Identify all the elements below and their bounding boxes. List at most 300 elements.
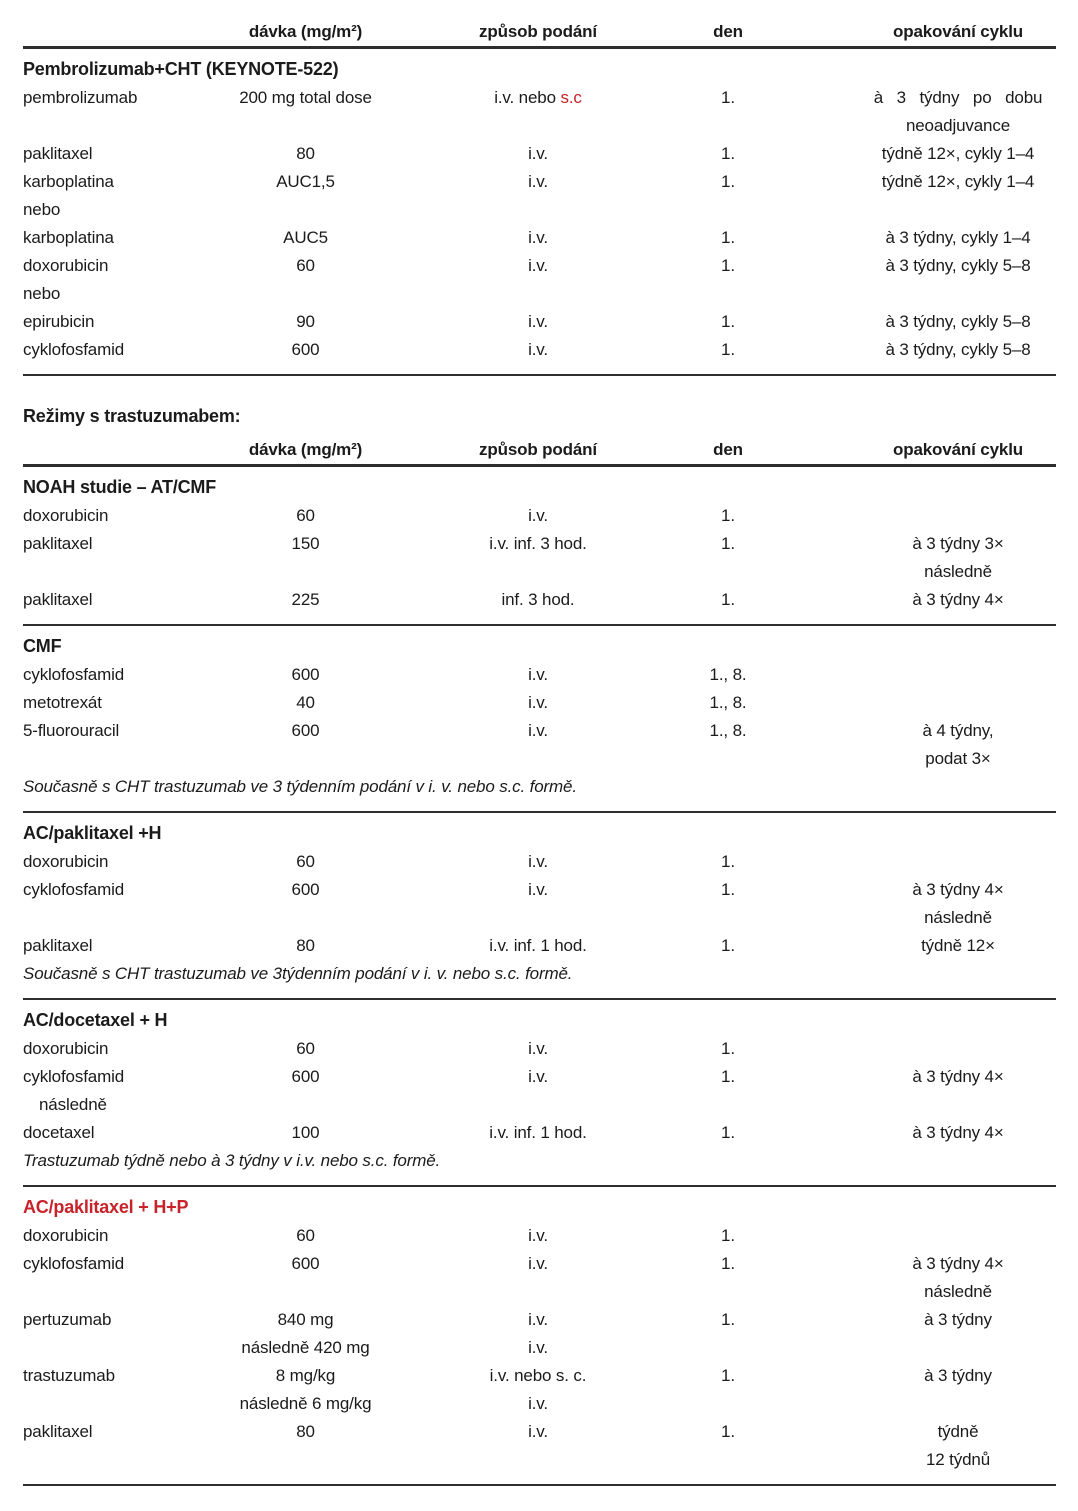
day-value (673, 717, 783, 745)
dose-value (208, 1418, 403, 1446)
section-title: AC/docetaxel + H (23, 1010, 168, 1030)
drug-name (23, 308, 208, 336)
dose-value (208, 224, 403, 252)
regimen-section (23, 467, 1056, 626)
cycle-repeat-value (783, 932, 1056, 960)
cycle-repeat-value (783, 252, 1056, 280)
route-value (403, 502, 673, 530)
route-value (403, 308, 673, 336)
route-value (403, 1119, 673, 1147)
drug-name-line: docetaxel (23, 1123, 95, 1142)
day-value (673, 689, 783, 717)
route-value (403, 224, 673, 252)
drug-name-line: trastuzumab (23, 1366, 115, 1385)
cycle-repeat-value (783, 1418, 1056, 1474)
drug-name-line: pembrolizumab (23, 88, 138, 107)
drug-name (23, 1418, 208, 1446)
day-value (673, 530, 783, 558)
day-value-line: 1. (721, 534, 735, 553)
column-header: opakování cyklu (892, 440, 1024, 459)
drug-name (23, 661, 208, 689)
route-value-line: i.v. (528, 1394, 548, 1413)
route-value-line: i.v. (528, 256, 548, 275)
dose-value-line: 200 mg total dose (239, 88, 372, 107)
drug-row (23, 140, 1056, 168)
regimen-section (23, 49, 1056, 376)
drug-name-line: nebo (23, 200, 61, 219)
cycle-repeat-value-line: à 4 týdny, (922, 721, 994, 740)
route-value-line: i.v. inf. 1 hod. (489, 1123, 587, 1142)
day-value-line: 1. (721, 88, 735, 107)
day-value-line: 1., 8. (709, 721, 747, 740)
route-value-line: i.v. (528, 693, 548, 712)
drug-name-line: karboplatina (23, 228, 114, 247)
route-value (403, 84, 673, 112)
drug-row (23, 1091, 1056, 1119)
drug-name-line: doxorubicin (23, 506, 109, 525)
cycle-repeat-value-line: à 3 týdny 3× (912, 534, 1004, 553)
route-value (403, 140, 673, 168)
dose-value-line: AUC1,5 (276, 172, 335, 191)
drug-name (23, 932, 208, 960)
drug-name-line: karboplatina (23, 172, 114, 191)
day-value-line: 1. (721, 1422, 735, 1441)
day-value (673, 932, 783, 960)
drug-name-line: paklitaxel (23, 1422, 93, 1441)
drug-name (23, 1222, 208, 1250)
drug-row (23, 1063, 1056, 1091)
drug-name (23, 848, 208, 876)
day-value-line: 1. (721, 228, 735, 247)
day-value (673, 1250, 783, 1278)
dose-value-line: 100 (291, 1123, 320, 1142)
cycle-repeat-value-line: 12 týdnů (925, 1450, 991, 1469)
dose-value-line: 60 (296, 506, 315, 525)
route-value-line: i.v. nebo s. c. (489, 1366, 587, 1385)
route-value-line: i.v. (528, 1310, 548, 1329)
cycle-repeat-value-line: týdně (937, 1422, 979, 1441)
cycle-repeat-value-line: à 3 týdny, cykly 5–8 (885, 340, 1031, 359)
dose-value (208, 1035, 403, 1063)
column-header: dávka (mg/m²) (248, 440, 363, 459)
cycle-repeat-value (783, 1119, 1056, 1147)
cycle-repeat-value-line: týdně 12×, cykly 1–4 (881, 144, 1035, 163)
day-value-line: 1. (721, 590, 735, 609)
drug-name (23, 1306, 208, 1334)
column-header: den (713, 440, 743, 459)
day-value-line: 1. (721, 1254, 735, 1273)
dose-value (208, 932, 403, 960)
cycle-repeat-value-line: à 3 týdny, cykly 1–4 (885, 228, 1031, 247)
cycle-repeat-value (783, 530, 1056, 586)
drug-name (23, 586, 208, 614)
cycle-repeat-value-line: následně (924, 908, 992, 927)
route-value (403, 336, 673, 364)
drug-name (23, 717, 208, 745)
day-value (673, 586, 783, 614)
column-header: opakování cyklu (892, 22, 1024, 41)
drug-name-line: pertuzumab (23, 1310, 112, 1329)
cycle-repeat-value (783, 308, 1056, 336)
day-value-line: 1. (721, 256, 735, 275)
cycle-repeat-value (783, 1063, 1056, 1091)
cycle-repeat-value (783, 876, 1056, 932)
drug-row (23, 336, 1056, 364)
dose-value-line: 80 (296, 144, 315, 163)
column-header (23, 436, 208, 464)
route-value (403, 1306, 673, 1362)
cycle-repeat-value-line: týdně 12× (921, 936, 995, 955)
drug-name (23, 140, 208, 168)
dose-value-line: 80 (296, 936, 315, 955)
drug-row (23, 168, 1056, 196)
route-value-line: i.v. (528, 340, 548, 359)
drug-row (23, 717, 1056, 773)
dose-value (208, 876, 403, 904)
day-value (673, 252, 783, 280)
route-value (403, 848, 673, 876)
route-value-line: i.v. (528, 228, 548, 247)
route-value-line: i.v. (528, 1254, 548, 1273)
cycle-repeat-value-line: à 3 týdny (924, 1310, 992, 1329)
cycle-repeat-value (783, 717, 1056, 773)
day-value (673, 1306, 783, 1334)
drug-name (23, 252, 208, 280)
drug-name-line: doxorubicin (23, 852, 109, 871)
drug-row (23, 252, 1056, 280)
column-header: způsob podání (479, 22, 597, 41)
day-value (673, 140, 783, 168)
dose-value-line: následně 6 mg/kg (239, 1394, 372, 1413)
route-value (403, 1063, 673, 1091)
drug-name-line: 5-fluorouracil (23, 721, 120, 740)
drug-name (23, 84, 208, 112)
column-header: způsob podání (479, 440, 597, 459)
cycle-repeat-value-line: à 3 týdny po dobu (873, 88, 1043, 107)
drug-name-line: cyklofosfamid (23, 665, 125, 684)
drug-row (23, 502, 1056, 530)
cycle-repeat-value-line: neoadjuvance (905, 116, 1011, 135)
day-value (673, 1222, 783, 1250)
drug-row (23, 1222, 1056, 1250)
regimen-section (23, 626, 1056, 813)
dose-value-line: 60 (296, 1039, 315, 1058)
drug-name-line: cyklofosfamid (23, 340, 125, 359)
dose-value-line: 840 mg (277, 1310, 334, 1329)
day-value-line: 1., 8. (709, 693, 747, 712)
dose-value (208, 1119, 403, 1147)
day-value-line: 1. (721, 144, 735, 163)
dose-value (208, 308, 403, 336)
drug-row (23, 1119, 1056, 1147)
dose-value-line: 80 (296, 1422, 315, 1441)
drug-name (23, 1250, 208, 1278)
drug-name-line: paklitaxel (23, 144, 93, 163)
drug-name (23, 530, 208, 558)
day-value-line: 1. (721, 852, 735, 871)
dose-value-line: 8 mg/kg (275, 1366, 336, 1385)
drug-row (23, 1362, 1056, 1418)
dose-value-line: 40 (296, 693, 315, 712)
drug-name-line: nebo (23, 284, 61, 303)
route-value (403, 689, 673, 717)
day-value-line: 1. (721, 172, 735, 191)
day-value (673, 84, 783, 112)
drug-name-line: následně (39, 1095, 107, 1114)
route-value-line: i.v. (528, 665, 548, 684)
dose-value (208, 689, 403, 717)
table-header-row (23, 436, 1056, 467)
cycle-repeat-value-line: podat 3× (925, 749, 991, 768)
drug-name (23, 1119, 208, 1147)
day-value (673, 224, 783, 252)
drug-name-line: paklitaxel (23, 534, 93, 553)
dose-value-line: AUC5 (283, 228, 328, 247)
dose-value (208, 661, 403, 689)
dose-value (208, 502, 403, 530)
cycle-repeat-value-line: à 3 týdny 4× (912, 590, 1004, 609)
drug-name-line: paklitaxel (23, 936, 93, 955)
cycle-repeat-value-line: à 3 týdny 4× (912, 880, 1004, 899)
cycle-repeat-value-line: à 3 týdny, cykly 5–8 (885, 256, 1031, 275)
drug-name (23, 280, 208, 308)
route-value-line: i.v. (528, 172, 548, 191)
day-value (673, 502, 783, 530)
cycle-repeat-value (783, 1250, 1056, 1306)
cycle-repeat-value-line: à 3 týdny, cykly 5–8 (885, 312, 1031, 331)
section-title: NOAH studie – AT/CMF (23, 477, 216, 497)
drug-name-line: metotrexát (23, 693, 102, 712)
dose-value (208, 1222, 403, 1250)
route-value (403, 717, 673, 745)
day-value (673, 1063, 783, 1091)
day-value-line: 1. (721, 1123, 735, 1142)
section-note: Trastuzumab týdně nebo à 3 týdny v i.v. nebo s.c. formě. (23, 1151, 441, 1170)
dose-value (208, 336, 403, 364)
route-value (403, 586, 673, 614)
dose-value-line: 600 (291, 665, 320, 684)
route-value-line: inf. 3 hod. (501, 590, 575, 609)
section-title: AC/paklitaxel +H (23, 823, 162, 843)
drug-row (23, 308, 1056, 336)
dose-value-line: 225 (291, 590, 320, 609)
regimen-section (23, 813, 1056, 1000)
day-value (673, 876, 783, 904)
route-value (403, 1418, 673, 1446)
column-header: dávka (mg/m²) (248, 22, 363, 41)
cycle-repeat-value-line: à 3 týdny 4× (912, 1123, 1004, 1142)
day-value-line: 1. (721, 340, 735, 359)
drug-row (23, 84, 1056, 140)
day-value (673, 168, 783, 196)
route-value (403, 1222, 673, 1250)
dose-value-line: 60 (296, 256, 315, 275)
drug-name (23, 1063, 208, 1091)
dose-value (208, 848, 403, 876)
section-note: Současně s CHT trastuzumab ve 3 týdenním podání v i. v. nebo s.c. formě. (23, 777, 577, 796)
drug-row (23, 280, 1056, 308)
drug-name (23, 876, 208, 904)
cycle-repeat-value (783, 84, 1056, 140)
drug-name (23, 336, 208, 364)
dose-value-line: 600 (291, 721, 320, 740)
drug-row (23, 224, 1056, 252)
drug-row (23, 530, 1056, 586)
drug-row (23, 1306, 1056, 1362)
drug-row (23, 848, 1056, 876)
route-value-line: i.v. inf. 3 hod. (489, 534, 587, 553)
cycle-repeat-value (783, 1306, 1056, 1334)
dose-value (208, 84, 403, 112)
dose-value (208, 168, 403, 196)
day-value (673, 1035, 783, 1063)
drug-row (23, 661, 1056, 689)
dose-value (208, 586, 403, 614)
route-value-line: i.v. inf. 1 hod. (489, 936, 587, 955)
day-value-line: 1. (721, 1226, 735, 1245)
cycle-repeat-value (783, 168, 1056, 196)
day-value (673, 1362, 783, 1390)
route-value-line: i.v. (528, 852, 548, 871)
section-note: Současně s CHT trastuzumab ve 3týdenním podání v i. v. nebo s.c. formě. (23, 964, 573, 983)
drug-name-line: doxorubicin (23, 256, 109, 275)
dose-value-line: 600 (291, 880, 320, 899)
dose-value (208, 140, 403, 168)
drug-name (23, 689, 208, 717)
regimen-section (23, 1000, 1056, 1187)
section-title: Pembrolizumab+CHT (KEYNOTE-522) (23, 59, 339, 79)
subcutaneous-highlight: s.c (560, 88, 582, 107)
drug-name-line: epirubicin (23, 312, 95, 331)
drug-row (23, 1418, 1056, 1474)
drug-name (23, 1035, 208, 1063)
cycle-repeat-value (783, 1362, 1056, 1390)
day-value (673, 1119, 783, 1147)
day-value (673, 848, 783, 876)
drug-row (23, 1250, 1056, 1306)
column-header: den (713, 22, 743, 41)
drug-name-line: paklitaxel (23, 590, 93, 609)
route-value (403, 932, 673, 960)
drug-row (23, 689, 1056, 717)
drug-name (23, 502, 208, 530)
route-value (403, 168, 673, 196)
section-title: CMF (23, 636, 62, 656)
drug-name (23, 1091, 208, 1119)
dose-value-line: 150 (291, 534, 320, 553)
dose-value-line: 600 (291, 1254, 320, 1273)
dose-value-line: 600 (291, 1067, 320, 1086)
drug-name-line: cyklofosfamid (23, 1067, 125, 1086)
route-value (403, 876, 673, 904)
cycle-repeat-value (783, 224, 1056, 252)
dose-value-line: následně 420 mg (241, 1338, 370, 1357)
dose-value-line: 60 (296, 1226, 315, 1245)
route-value-line: i.v. (528, 880, 548, 899)
day-value-line: 1., 8. (709, 665, 747, 684)
dose-value-line: 600 (291, 340, 320, 359)
cycle-repeat-value-line: à 3 týdny 4× (912, 1254, 1004, 1273)
day-value-line: 1. (721, 1067, 735, 1086)
route-value-line: i.v. (528, 1422, 548, 1441)
day-value (673, 308, 783, 336)
drug-name-line: cyklofosfamid (23, 880, 125, 899)
cycle-repeat-value (783, 586, 1056, 614)
dose-value (208, 1250, 403, 1278)
drug-row (23, 586, 1056, 614)
drug-name (23, 168, 208, 196)
regimen-section (23, 1187, 1056, 1486)
day-value-line: 1. (721, 1039, 735, 1058)
route-value (403, 252, 673, 280)
day-value-line: 1. (721, 880, 735, 899)
dose-value (208, 252, 403, 280)
route-value (403, 530, 673, 558)
group-title: Režimy s trastuzumabem: (23, 406, 241, 426)
route-value-line: i.v. (528, 144, 548, 163)
day-value (673, 661, 783, 689)
drug-name (23, 1362, 208, 1390)
route-value-line: i.v. (528, 721, 548, 740)
route-value-line: i.v. (528, 1039, 548, 1058)
drug-row (23, 932, 1056, 960)
drug-name (23, 224, 208, 252)
dose-value (208, 1362, 403, 1418)
day-value-line: 1. (721, 506, 735, 525)
day-value (673, 1418, 783, 1446)
column-header (23, 18, 208, 46)
dose-value (208, 717, 403, 745)
drug-row (23, 876, 1056, 932)
day-value-line: 1. (721, 936, 735, 955)
route-value (403, 1250, 673, 1278)
drug-name-line: doxorubicin (23, 1039, 109, 1058)
dose-value (208, 1306, 403, 1362)
cycle-repeat-value-line: à 3 týdny 4× (912, 1067, 1004, 1086)
route-value-line: i.v. (528, 1338, 548, 1357)
cycle-repeat-value-line: následně (924, 1282, 992, 1301)
drug-row (23, 196, 1056, 224)
drug-name (23, 196, 208, 224)
route-value (403, 1035, 673, 1063)
dose-value-line: 90 (296, 312, 315, 331)
cycle-repeat-value-line: následně (924, 562, 992, 581)
drug-name-line: doxorubicin (23, 1226, 109, 1245)
drug-name-line: cyklofosfamid (23, 1254, 125, 1273)
dose-value-line: 60 (296, 852, 315, 871)
day-value-line: 1. (721, 1366, 735, 1385)
regimen-tables (23, 18, 1056, 1486)
day-value-line: 1. (721, 1310, 735, 1329)
cycle-repeat-value-line: týdně 12×, cykly 1–4 (881, 172, 1035, 191)
dose-value (208, 1063, 403, 1091)
route-value (403, 661, 673, 689)
cycle-repeat-value-line: à 3 týdny (924, 1366, 992, 1385)
day-value (673, 336, 783, 364)
drug-row (23, 1035, 1056, 1063)
table-header-row (23, 18, 1056, 49)
route-value-line: i.v. (528, 312, 548, 331)
dose-value (208, 530, 403, 558)
cycle-repeat-value (783, 336, 1056, 364)
route-value (403, 1362, 673, 1418)
route-value-line: i.v. nebo s.c (494, 88, 582, 107)
route-value-line: i.v. (528, 1226, 548, 1245)
route-value-line: i.v. (528, 506, 548, 525)
section-title: AC/paklitaxel + H+P (23, 1197, 189, 1217)
day-value-line: 1. (721, 312, 735, 331)
route-value-line: i.v. (528, 1067, 548, 1086)
